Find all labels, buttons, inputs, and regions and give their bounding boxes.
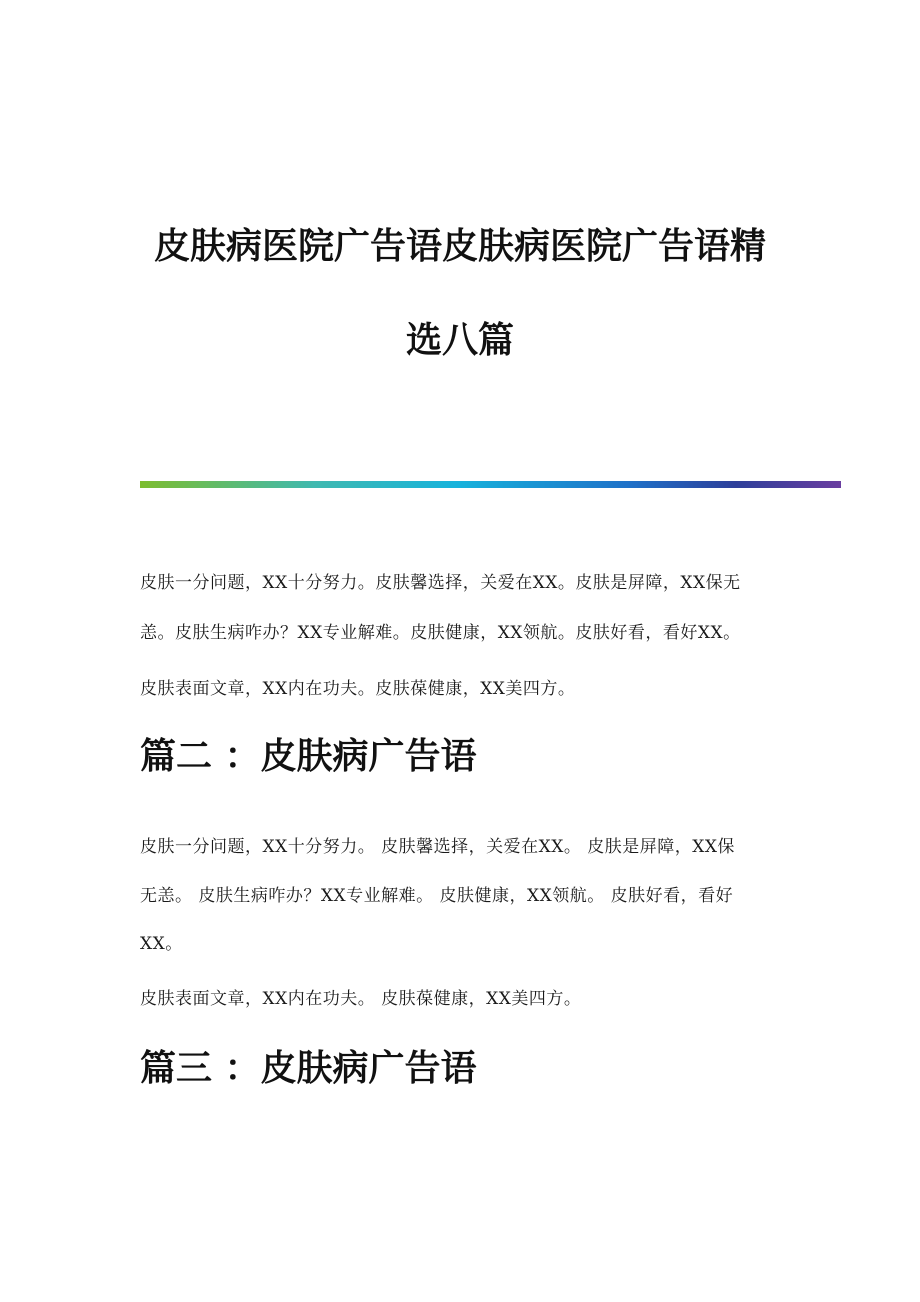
section3-heading: 篇三 ：皮肤病广告语 [140,1047,477,1089]
section1-line-1: 皮肤一分问题，XX十分努力。皮肤馨选择，关爱在XX。皮肤是屏障，XX保无 [140,573,741,593]
document-title-line-1: 皮肤病医院广告语皮肤病医院广告语精 [153,225,766,267]
section2-line-3: XX。 [140,934,183,954]
section1-line-2: 恙。皮肤生病咋办？XX专业解难。皮肤健康，XX领航。皮肤好看，看好XX。 [140,623,741,643]
gradient-divider [140,481,841,488]
section1-line-3: 皮肤表面文章，XX内在功夫。皮肤葆健康，XX美四方。 [140,679,576,699]
section2-line-4: 皮肤表面文章，XX内在功夫。 皮肤葆健康，XX美四方。 [140,989,582,1009]
document-title-line-2: 选八篇 [405,319,514,361]
section2-heading: 篇二 ：皮肤病广告语 [140,735,477,777]
section2-line-2: 无恙。 皮肤生病咋办？XX专业解难。 皮肤健康，XX领航。 皮肤好看，看好 [140,886,734,906]
section2-line-1: 皮肤一分问题，XX十分努力。 皮肤馨选择，关爱在XX。 皮肤是屏障，XX保 [140,837,735,857]
